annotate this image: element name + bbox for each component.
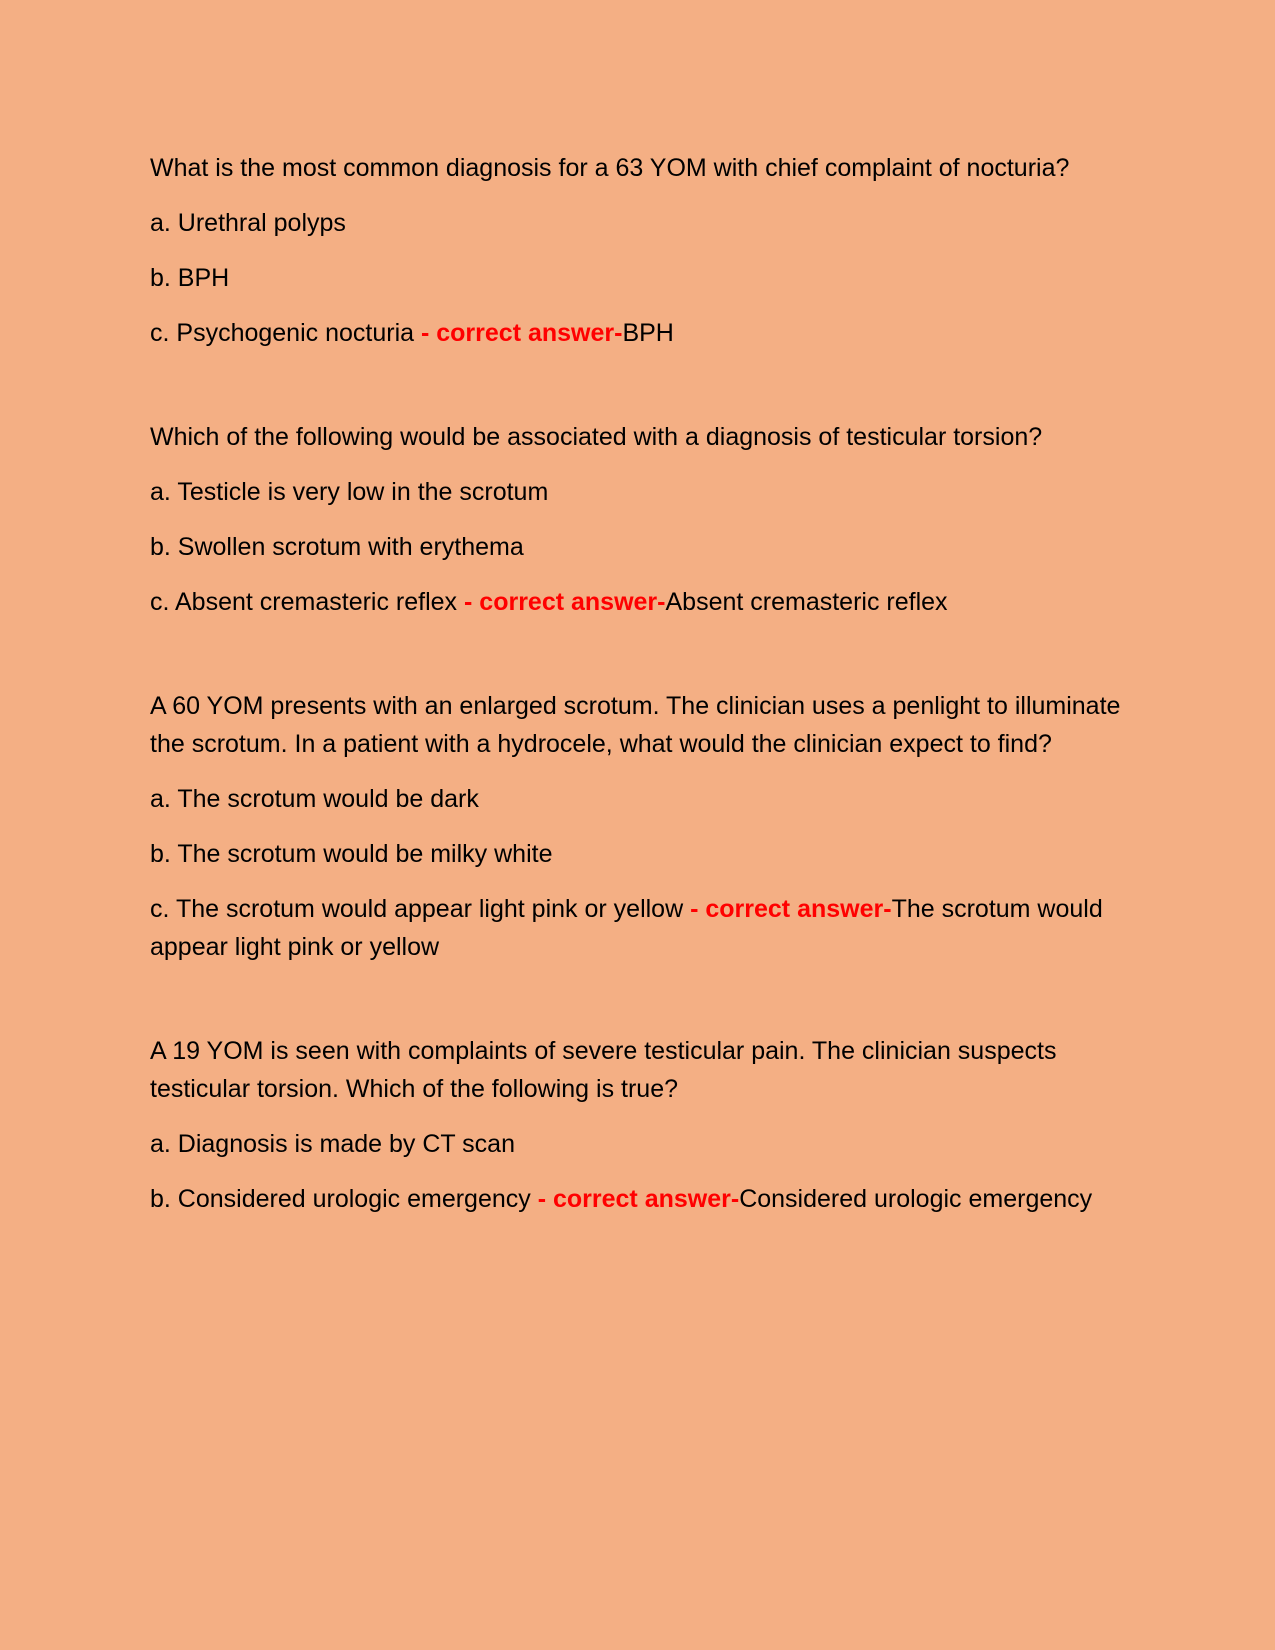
option-c-with-answer: [150, 890, 1130, 966]
option-c: c. Absent cremasteric reflex: [150, 588, 458, 616]
correct-answer: The scrotum would appear light pink or yellow: [150, 895, 1103, 961]
option-a: a. The scrotum would be dark: [150, 785, 479, 813]
option-a: a. Diagnosis is made by CT scan: [150, 1130, 515, 1158]
option-c-with-answer: [150, 314, 1130, 352]
question-text: Which of the following would be associated with a diagnosis of testicular torsion?: [150, 423, 1043, 451]
question-block-1: [150, 149, 1130, 352]
question-text: A 60 YOM presents with an enlarged scrotum. The clinician uses a penlight to illuminate the scrotum. In a patient with a hydrocele, what would the clinician expect to find?: [150, 692, 1121, 758]
question-block-4: [150, 1032, 1130, 1218]
option-b: b. BPH: [150, 264, 230, 292]
question-block-2: [150, 418, 1130, 621]
question-text: What is the most common diagnosis for a 63 YOM with chief complaint of nocturia?: [150, 154, 1070, 182]
option-a: a. Testicle is very low in the scrotum: [150, 478, 549, 506]
correct-answer: Absent cremasteric reflex: [665, 588, 948, 616]
document-page: [150, 149, 1130, 1284]
question-text: A 19 YOM is seen with complaints of severe testicular pain. The clinician suspects testicular torsion. Which of the following is true?: [150, 1037, 1057, 1103]
option-c: c. Psychogenic nocturia: [150, 319, 415, 347]
correct-answer-marker: - correct answer-: [464, 588, 666, 616]
correct-answer-marker: - correct answer-: [420, 319, 623, 347]
option-a: a. Urethral polyps: [150, 209, 346, 237]
option-c-with-answer: [150, 583, 1130, 621]
option-b: b. Swollen scrotum with erythema: [150, 533, 524, 561]
option-b: b. Considered urologic emergency: [150, 1185, 531, 1213]
correct-answer-marker: - correct answer-: [690, 895, 892, 923]
correct-answer: BPH: [622, 319, 674, 347]
correct-answer-marker: - correct answer-: [537, 1185, 740, 1213]
option-b: b. The scrotum would be milky white: [150, 840, 553, 868]
option-b-with-answer: [150, 1180, 1130, 1218]
question-block-3: [150, 687, 1130, 966]
option-c: c. The scrotum would appear light pink or yellow: [150, 895, 684, 923]
correct-answer: Considered urologic emergency: [739, 1185, 1093, 1213]
